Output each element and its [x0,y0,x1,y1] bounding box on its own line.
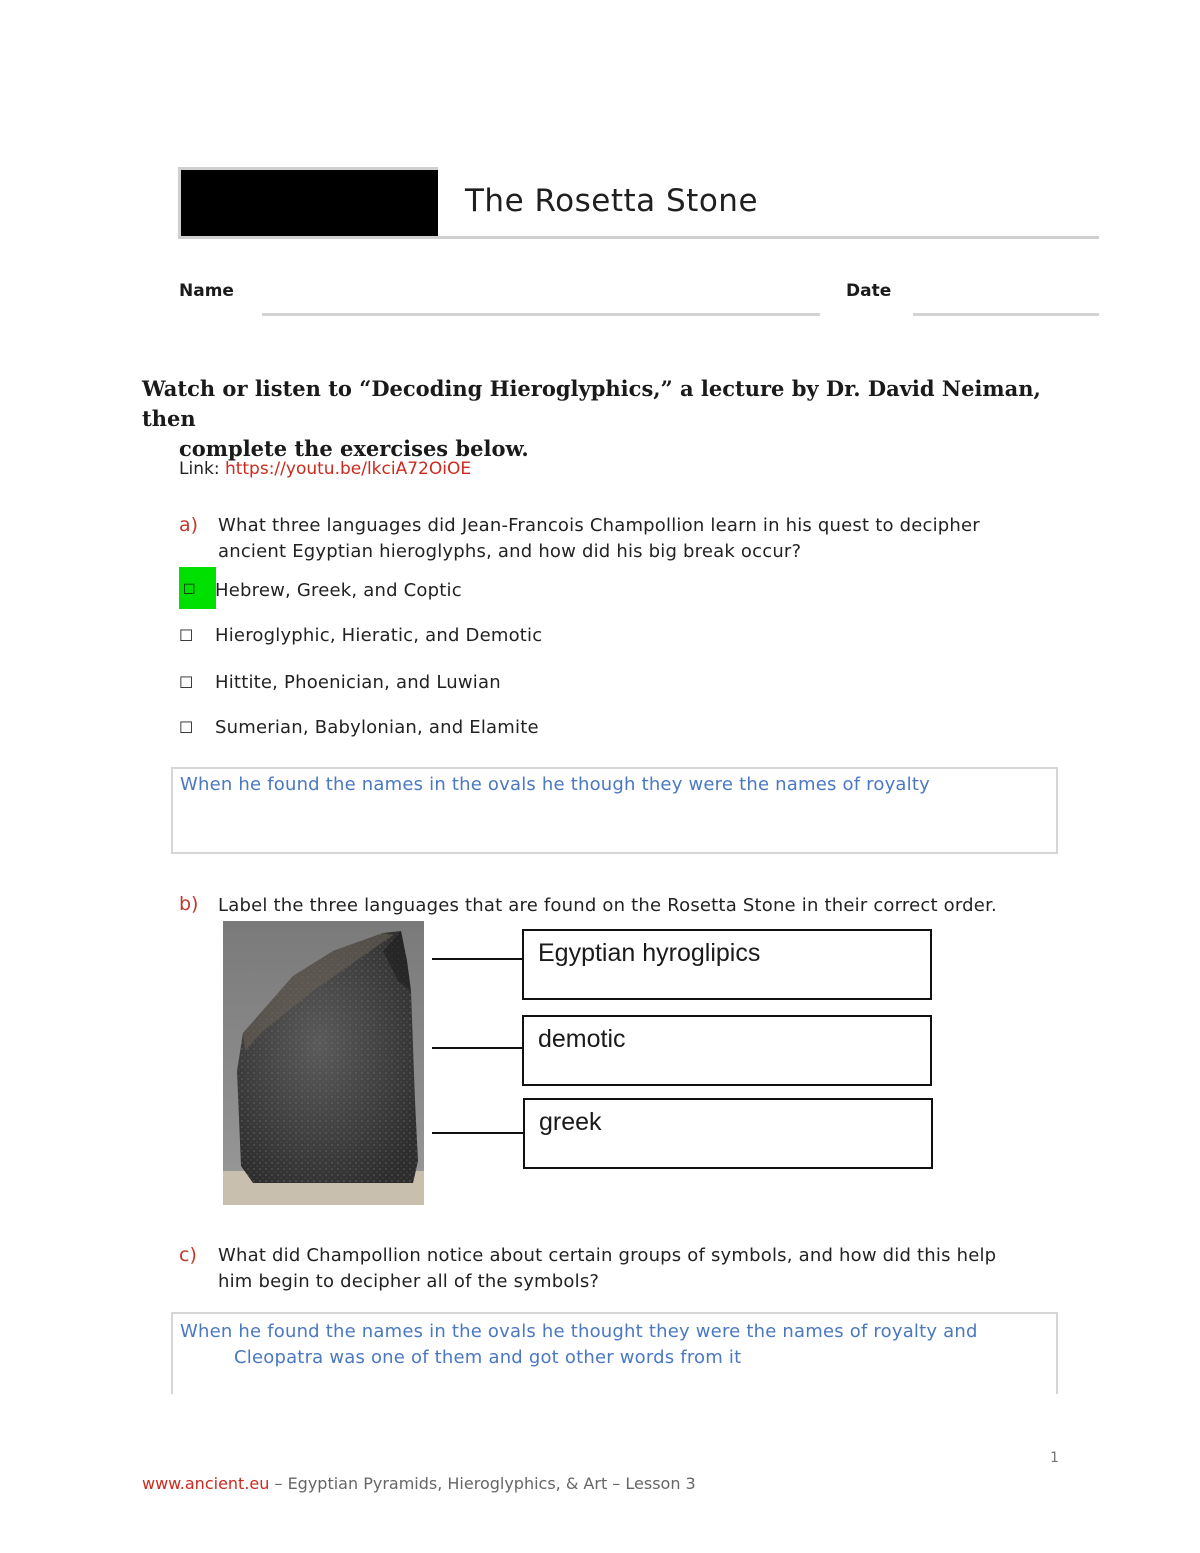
date-label: Date [846,281,892,301]
footer [142,1474,696,1493]
answer-box-c[interactable] [171,1312,1058,1394]
option-4-label[interactable]: Sumerian, Babylonian, and Elamite [215,717,539,738]
option-3-checkbox[interactable]: ☐ [179,673,194,692]
footer-site-link[interactable]: www.ancient.eu [142,1474,270,1493]
instructions-line-2: complete the exercises below. [179,436,529,461]
label-box-3[interactable] [523,1098,933,1169]
link-label: Link: [179,459,225,479]
header-divider [438,236,1099,239]
label-box-1[interactable] [522,929,932,1000]
option-2-checkbox[interactable]: ☐ [179,626,194,645]
label-pointer-3 [432,1132,526,1134]
label-pointer-1 [432,958,524,960]
name-field[interactable] [262,313,820,316]
label-2-text: demotic [538,1025,626,1053]
question-c-line-1: What did Champollion notice about certain groups of symbols, and how did this help [218,1245,997,1266]
question-b-letter: b) [179,893,199,915]
option-1-label[interactable]: Hebrew, Greek, and Coptic [215,580,462,601]
option-4[interactable] [179,717,193,738]
header-black-block [178,167,438,239]
label-pointer-2 [432,1047,524,1049]
label-3-text: greek [539,1108,602,1136]
option-3-label[interactable]: Hittite, Phoenician, and Luwian [215,672,501,693]
option-1-checkbox[interactable]: ☐ [183,582,196,598]
lecture-link[interactable]: https://youtu.be/lkciA72OiOE [224,459,472,479]
label-box-2[interactable] [522,1015,932,1086]
option-3[interactable] [179,672,193,693]
question-c-letter: c) [179,1244,197,1266]
question-b-text: Label the three languages that are found on the Rosetta Stone in their correct order. [218,895,997,916]
question-a-line-2: ancient Egyptian hieroglyphs, and how did his big break occur? [218,541,802,562]
answer-a-text: When he found the names in the ovals he though they were the names of royalty [180,774,930,795]
answer-box-a[interactable] [171,767,1058,854]
question-c-text [218,1243,1088,1295]
option-2[interactable] [179,625,193,646]
label-1-text: Egyptian hyroglipics [538,939,761,967]
question-a-line-1: What three languages did Jean-Francois Champollion learn in his quest to decipher [218,515,980,536]
rosetta-stone-image [223,921,424,1205]
page-title: The Rosetta Stone [465,183,759,219]
question-a-text [218,513,1078,565]
answer-c-line-2: Cleopatra was one of them and got other words from it [234,1347,742,1368]
page-number: 1 [1050,1450,1059,1466]
name-label: Name [179,281,234,301]
link-row [179,459,471,479]
date-field[interactable] [913,313,1099,316]
instructions-line-1: Watch or listen to “Decoding Hieroglyphics,” a lecture by Dr. David Neiman, then [142,376,1041,431]
option-2-label[interactable]: Hieroglyphic, Hieratic, and Demotic [215,625,543,646]
rosetta-stone-illustration [223,921,424,1205]
instructions [142,374,1092,464]
footer-text: – Egyptian Pyramids, Hieroglyphics, & Art – Lesson 3 [269,1474,696,1493]
option-4-checkbox[interactable]: ☐ [179,718,194,737]
question-a-letter: a) [179,514,199,536]
answer-c-line-1: When he found the names in the ovals he thought they were the names of royalty and [180,1321,978,1342]
question-c-line-2: him begin to decipher all of the symbols? [218,1271,600,1292]
